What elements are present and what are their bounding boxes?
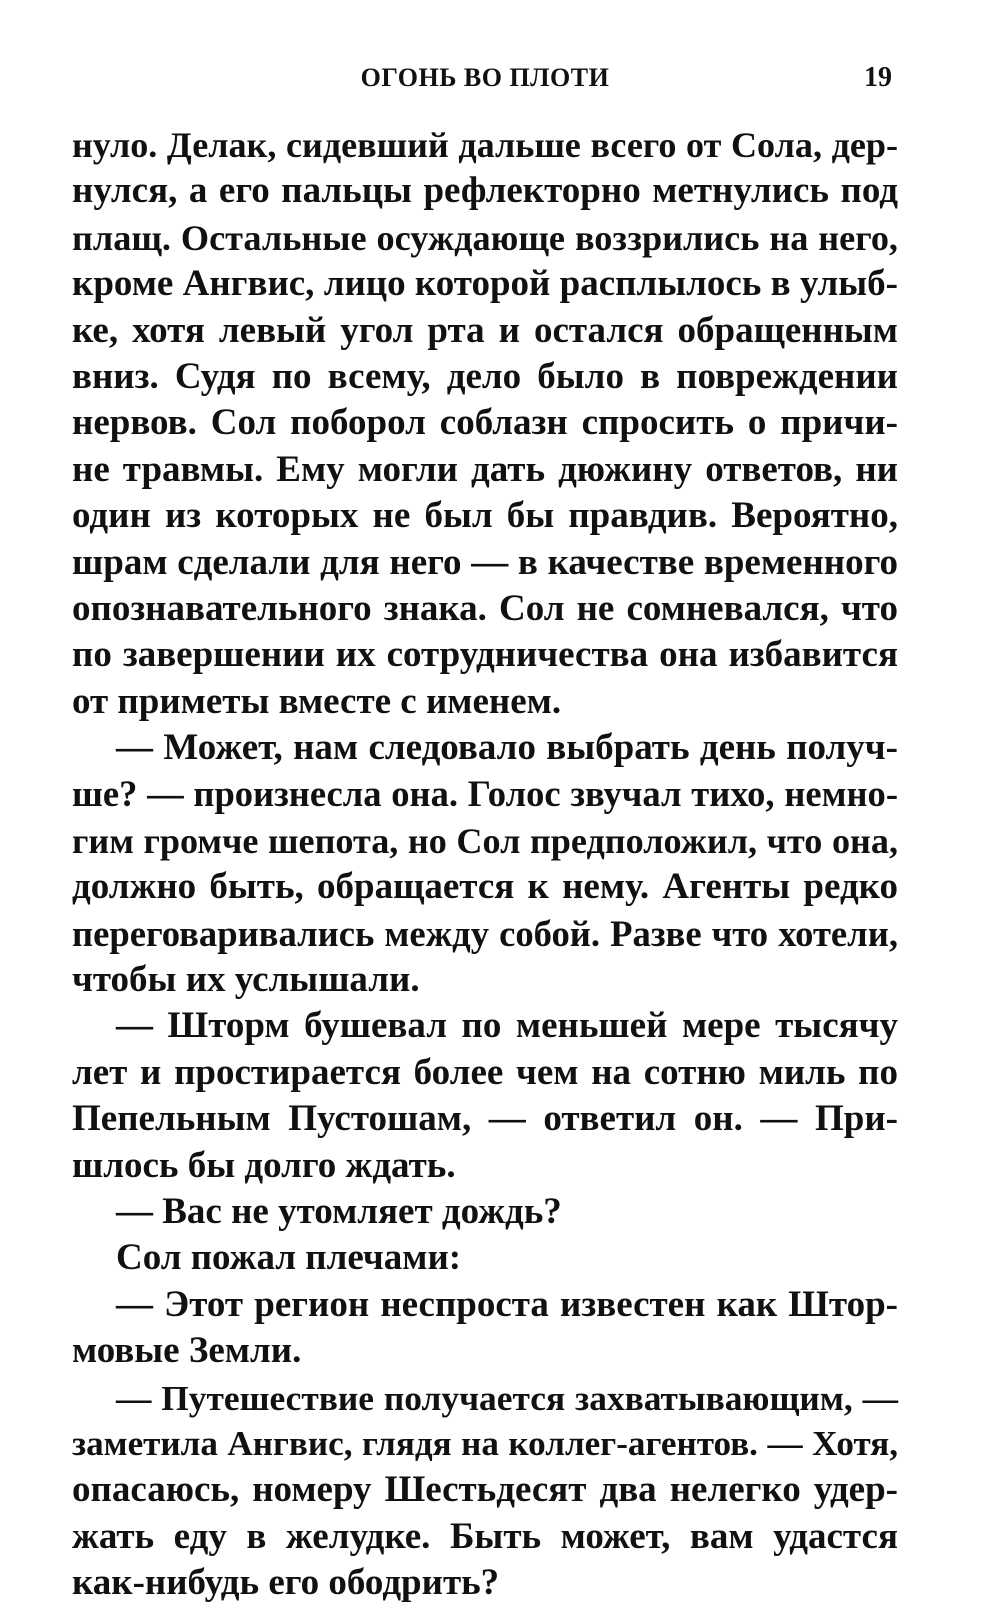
text-line: как-нибудь его ободрить?	[72, 1562, 500, 1604]
text-line: — Может, нам следовало выбрать день получ-	[116, 727, 898, 769]
text-line: гим громче шепота, но Сол предположил, что она,	[72, 820, 898, 861]
text-line: нуло. Делак, сидевший дальше всего от Сола, дер-	[72, 125, 898, 165]
text-line: чтобы их услышали.	[72, 959, 420, 1001]
text-line: шрам сделали для него — в качестве временного	[72, 541, 898, 583]
running-title: ОГОНЬ ВО ПЛОТИ	[360, 63, 610, 92]
text-line: — Шторм бушевал по меньшей мере тысячу	[116, 1005, 898, 1047]
text-line: лет и простирается более чем на сотню миль по	[72, 1051, 898, 1093]
running-head	[72, 58, 898, 98]
text-line: Пепельным Пустошам, — ответил он. — При-	[72, 1098, 898, 1140]
text-line: вниз. Судя по всему, дело было в повреждении	[72, 355, 898, 397]
text-line: шлось бы долго ждать.	[72, 1144, 456, 1186]
text-line: Сол пожал плечами:	[116, 1237, 462, 1279]
text-line: плащ. Остальные осуждающе воззрились на него,	[72, 217, 898, 258]
text-line: не травмы. Ему могли дать дюжину ответов, ни	[72, 448, 898, 490]
text-line: кроме Ангвис, лицо которой расплылось в улыб-	[72, 263, 898, 305]
text-line: один из которых не был бы правдив. Вероятно,	[72, 495, 898, 537]
text-line: — Вас не утомляет дождь?	[116, 1190, 562, 1232]
text-line: жать еду в желудке. Быть может, вам удастся	[72, 1515, 898, 1557]
text-line: от приметы вместе с именем.	[72, 680, 562, 722]
text-line: опознавательного знака. Сол не сомневался, что	[72, 587, 898, 629]
text-line: нервов. Сол поборол соблазн спросить о причи-	[72, 402, 898, 444]
text-line: должно быть, обращается к нему. Агенты редко	[72, 866, 898, 908]
text-line: заметила Ангвис, глядя на коллег-агентов. — Хотя,	[72, 1423, 898, 1463]
body-text	[72, 122, 898, 1607]
text-line: — Этот регион неспроста известен как Штор-	[116, 1283, 898, 1325]
text-line: ке, хотя левый угол рта и остался обращенным	[72, 309, 898, 351]
text-line: мовые Земли.	[72, 1330, 302, 1372]
text-line: нулся, а его пальцы рефлекторно метнулись под	[72, 170, 898, 212]
text-line: — Путешествие получается захватывающим, —	[116, 1377, 898, 1418]
text-line: ше? — произнесла она. Голос звучал тихо, немно-	[72, 773, 898, 815]
page-number: 19	[864, 62, 892, 93]
text-line: опасаюсь, номеру Шестьдесят два нелегко удер-	[72, 1469, 898, 1511]
text-line: по завершении их сотрудничества она избавится	[72, 634, 898, 676]
text-line: переговаривались между собой. Разве что хотели,	[72, 912, 898, 954]
